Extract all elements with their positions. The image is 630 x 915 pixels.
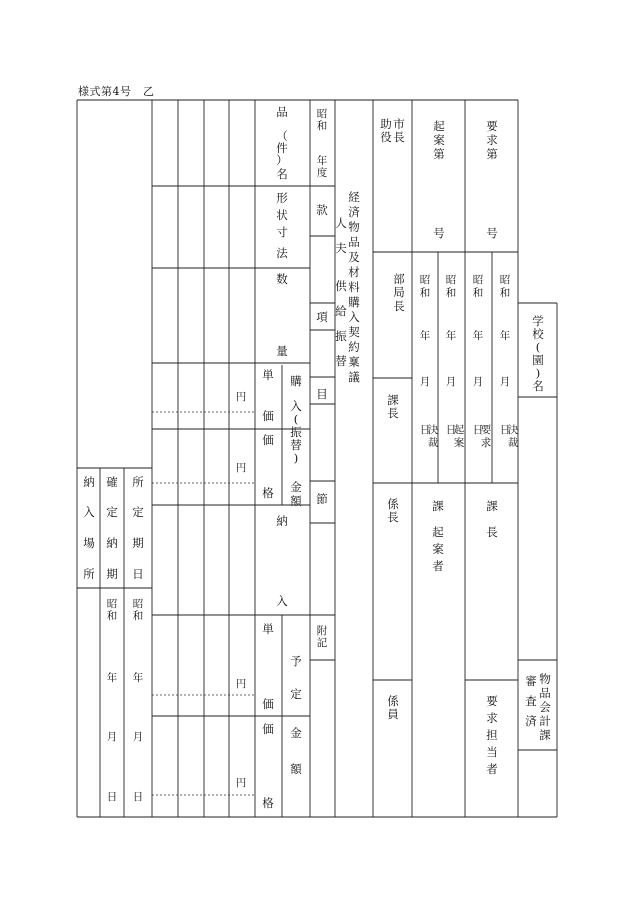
nendo-label: 年度 xyxy=(316,155,328,179)
requester-label: 要求担当者 xyxy=(486,694,498,776)
goods-audit-label: 物品会計課 xyxy=(539,672,551,742)
main-heading: 経済物品及材料購入契約稟議 xyxy=(348,190,360,384)
date-year-2: 年 xyxy=(445,330,457,342)
audited-label: 審査済 xyxy=(525,674,537,728)
section-chief-label: 課長 xyxy=(387,393,399,420)
kou-label: 項 xyxy=(316,310,328,324)
date-day-4: 日 xyxy=(499,424,511,436)
unit-price-label-2: 単価 xyxy=(262,622,274,711)
planned-amount-label: 予定金額 xyxy=(290,654,302,776)
showa-label: 昭和 xyxy=(316,108,328,132)
date-day-1: 日 xyxy=(419,424,431,436)
yen-mark-4: 円 xyxy=(235,777,247,789)
yen-mark-3: 円 xyxy=(235,678,247,690)
delivery-year-2: 年 xyxy=(132,672,144,684)
ka-chou-label: 課長 xyxy=(486,499,498,539)
delivery-showa-2: 昭和 xyxy=(132,598,144,622)
date-showa-3: 昭和 xyxy=(472,274,484,299)
delivery-day-2: 日 xyxy=(132,791,144,803)
draft-number-suffix: 号 xyxy=(433,226,445,240)
delivery-day-1: 日 xyxy=(106,791,118,803)
planned-date-label: 所定期日 xyxy=(132,475,144,581)
yen-mark-1: 円 xyxy=(235,391,247,403)
date-kind-requested: 要求 xyxy=(480,424,492,449)
item-name-label: 品（件）名 xyxy=(276,105,288,181)
date-day-3: 日 xyxy=(472,424,484,436)
price-label: 価格 xyxy=(262,433,274,500)
purchase-amount-label: 購入(振替)金額 xyxy=(290,374,302,508)
delivery-label: 納入 xyxy=(276,514,288,608)
mayor-label: 市長 xyxy=(393,117,405,144)
date-kind-drafted: 起案 xyxy=(453,424,465,449)
delivery-place-label: 納入場所 xyxy=(83,475,95,581)
fuki-label: 附記 xyxy=(316,625,328,649)
date-month-2: 月 xyxy=(445,376,457,388)
delivery-month-1: 月 xyxy=(106,731,118,743)
quantity-label: 数量 xyxy=(276,272,288,358)
date-year-4: 年 xyxy=(499,330,511,342)
deputy-mayor-label: 助役 xyxy=(380,117,392,144)
date-showa-1: 昭和 xyxy=(419,274,431,299)
date-month-3: 月 xyxy=(472,376,484,388)
dept-head-label: 部局長 xyxy=(393,272,405,313)
main-heading-sub: 人夫供給振替 xyxy=(335,216,347,368)
request-number-label: 要求第 xyxy=(486,119,498,161)
school-name-label: 学校(園)名 xyxy=(532,314,544,393)
kan-label: 款 xyxy=(316,203,328,217)
price-label-2: 価格 xyxy=(262,722,274,810)
date-kind-decision: 決裁 xyxy=(427,424,439,449)
date-year-1: 年 xyxy=(419,330,431,342)
drafter-label: 課起案者 xyxy=(432,499,444,573)
date-showa-4: 昭和 xyxy=(499,274,511,299)
delivery-year-1: 年 xyxy=(106,672,118,684)
kakarichou-label: 係長 xyxy=(387,497,399,524)
form-title: 様式第4号 乙 xyxy=(78,85,155,98)
kakariin-label: 係員 xyxy=(387,694,399,721)
setsu-label: 節 xyxy=(316,492,328,506)
date-kind-decision-2: 決裁 xyxy=(507,424,519,449)
date-month-4: 月 xyxy=(499,376,511,388)
fixed-date-label: 確定納期 xyxy=(106,475,118,581)
delivery-month-2: 月 xyxy=(132,731,144,743)
date-showa-2: 昭和 xyxy=(445,274,457,299)
moku-label: 目 xyxy=(316,387,328,401)
delivery-showa-1: 昭和 xyxy=(106,598,118,622)
unit-price-label: 単価 xyxy=(262,368,274,423)
request-number-suffix: 号 xyxy=(486,226,498,240)
date-month-1: 月 xyxy=(419,376,431,388)
yen-mark-2: 円 xyxy=(235,462,247,474)
date-year-3: 年 xyxy=(472,330,484,342)
shape-size-label: 形状寸法 xyxy=(276,191,288,260)
date-day-2: 日 xyxy=(445,424,457,436)
draft-number-label: 起案第 xyxy=(433,119,445,161)
